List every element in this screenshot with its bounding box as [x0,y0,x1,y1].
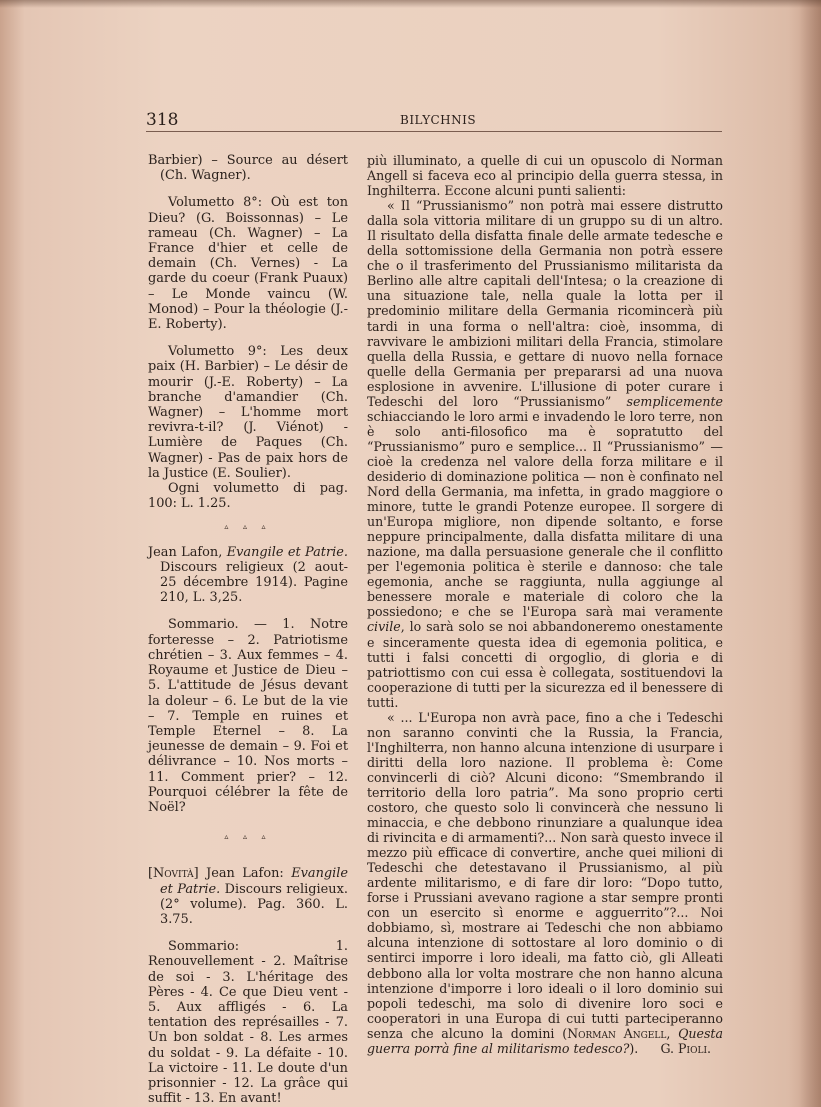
book-summary-lafon-2: Sommario: 1. Renouvellement - 2. Maîtrise de soi - 3. L'héritage des Pères - 4. Ce que Dieu vent - 5. Aux affligés - 6. La tentation des représailles - 7. Un bon soldat - 8. Les armes du soldat - 9. La défaite - 10. La victoire - 11. Le doute d'un prisonnier - 12. La grâce qui suffit - 13. En avant! [148,939,348,1107]
page-top-edge [0,0,821,8]
quoted-work-title: Questa guerra porrà fine al militarismo tedesco? [367,1025,723,1056]
signature: G. Pioli. [660,1040,711,1056]
book-title: Evangile et Patrie. [160,866,348,897]
right-paragraph-1: più illuminato, a quelle di cui un opuscolo di Norman Angell si faceva eco al principio della guerra stessa, in Inghilterra. Eccone alcuni punti salienti: [367,153,723,199]
section-separator: ▵ ▵ ▵ [224,522,272,532]
right-quote-2: « ... L'Europa non avrà pace, fino a che i Tedeschi non saranno convinti che la Russia, la Francia, l'Inghilterra, non hanno alcuna intenzione di usurpare i diritti della loro nazione. Il problema è: Come convincerli di ciò? Alcuni dicono: “Smembrando il territorio della loro patria”. Ma sono proprio certi costoro, che questo solo li convincerà che nessuno li minaccia, e che debbono rinunziare a qualunque idea di rivincita e di armamenti?... Non sarà questo invece il mezzo più efficace di convertire, anche quei milioni di Tedeschi che detestavano il Prussianismo, al più ardente militarismo, e di fare dir loro: “Dopo tutto, forse i Prussiani avevano ragione a star sempre pronti con un esercito sì enorme e agguerrito”?... Noi dobbiamo, sì, mostrare ai Tedeschi che non abbiamo alcuna intenzione di sottostare al loro dominio o di sentirci imporre i loro ideali, ma fatto ciò, gli Alleati debbono alla lor volta mostrare che non hanno alcuna intenzione d'imporre i loro ideali o il loro dominio sui popoli tedeschi, ma solo di divenire loro soci e cooperatori in una Europa di cui tutti parteciperanno senza che alcuno la domini (Norman Angell, Questa guerra porrà fine al militarismo tedesco?). G. Pioli. [367,709,723,1056]
novelty-tag: [Novità] [148,866,199,882]
journal-title: BILYCHNIS [400,113,477,127]
left-paragraph-2: Volumetto 8°: Où est ton Dieu? (G. Boissonnas) – Le rameau (Ch. Wagner) – La France d'hier et celle de demain (Ch. Vernes) - La garde du coeur (Frank Puaux) – Le Monde vaincu (W. Monod) – Pour la théologie (J.-E. Roberty). [148,195,348,333]
book-author: Jean Lafon, [148,544,227,560]
page-number: 318 [146,110,179,130]
book-summary-lafon-1: Sommario. — 1. Notre forteresse – 2. Patriotisme chrétien – 3. Aux femmes – 4. Royaume et Justice de Dieu – 5. L'attitude de Jésus devant la doleur – 6. Le but de la vie – 7. Temple en ruines et Temple Eternel – 8. La jeunesse de demain – 9. Foi et délivrance – 10. Nos morts – 11. Comment prier? – 12. Pourquoi célébrer la fête de Noël? [148,617,348,815]
right-quote-1: « Il “Prussianismo” non potrà mai essere distrutto dalla sola vittoria militare di un gruppo su di un altro. Il risultato della disfatta finale delle armate tedesche e della sottomissione della Germania non potrà essere che o il trasferimento del Prussianismo militarista da Berlino alle altre capitali dell'Intesa; o la creazione di una situazione tale, nella quale la lotta per il predominio militare della Germania ricomincerà più tardi in una forma o nell'altra: cioè, insomma, di ravvivare le ambizioni militari della Francia, stimolare quella della Russia, e gettare di nuovo nella fornace quelle della Germania per prepararsi ad una nuova esplosione in avvenire. L'illusione di poter curare i Tedeschi del loro “Prussianismo” semplicemente schiacciando le loro armi e invadendo le loro terre, non è solo anti-filosofico ma è sopratutto del “Prussianismo” puro e semplice... Il “Prussianismo” — cioè la credenza nel valore della forza militare e il desiderio di dominazione politica — non è confinato nel Nord della Germania, ma infetta, in grado maggiore o minore, tutte le grandi Potenze europee. Il sorgere di un'Europa migliore, non dipende soltanto, e forse neppure principalmente, dalla disfatta militare di una nazione, ma dalla persuasione generale che il conflitto per l'egemonia politica è sterile e dannoso: che tale egemonia, anche se raggiunta, nulla aggiunge al benessere morale e materiale di coloro che la possiedono; e che se l'Europa sarà mai veramente civile, lo sarà solo se noi abbandoneremo onestamente e sinceramente questa idea di egemonia politica, e tutti i falsi concetti di orgoglio, di gloria e di patriottismo con cui essa è collegata, sostituendovi la cooperazione di tutti per la sicurezza ed il benessere di tutti. [367,198,723,710]
left-paragraph-1: Barbier) – Source au désert (Ch. Wagner). [148,153,348,184]
right-column [367,153,723,1056]
book-title: Evangile et Patrie. [226,544,348,560]
book-entry-lafon-1 [148,545,348,606]
quoted-author: Norman Angell [567,1025,667,1041]
book-details: Discours religieux (2 aout-25 décembre 1914). Pagine 210, L. 3,25. [160,559,348,606]
book-details: Discours religieux. (2° volume). Pag. 360. L. 3.75. [160,881,348,927]
left-paragraph-4: Ogni volumetto di pag. 100: L. 1.25. [148,481,348,512]
section-separator: ▵ ▵ ▵ [224,832,272,842]
left-paragraph-3: Volumetto 9°: Les deux paix (H. Barbier) – Le désir de mourir (J.-E. Roberty) – La branche d'amandier (Ch. Wagner) – L'homme mort revivra-t-il? (J. Viénot) - Lumière de Paques (Ch. Wagner) - Pas de paix hors de la Justice (E. Soulier). [148,344,348,481]
running-header [146,110,722,132]
book-author: Jean Lafon: [198,866,292,882]
book-entry-lafon-2 [148,866,348,927]
left-column [148,153,348,1106]
page-spine-shadow [799,0,821,1107]
header-rule [146,131,722,132]
